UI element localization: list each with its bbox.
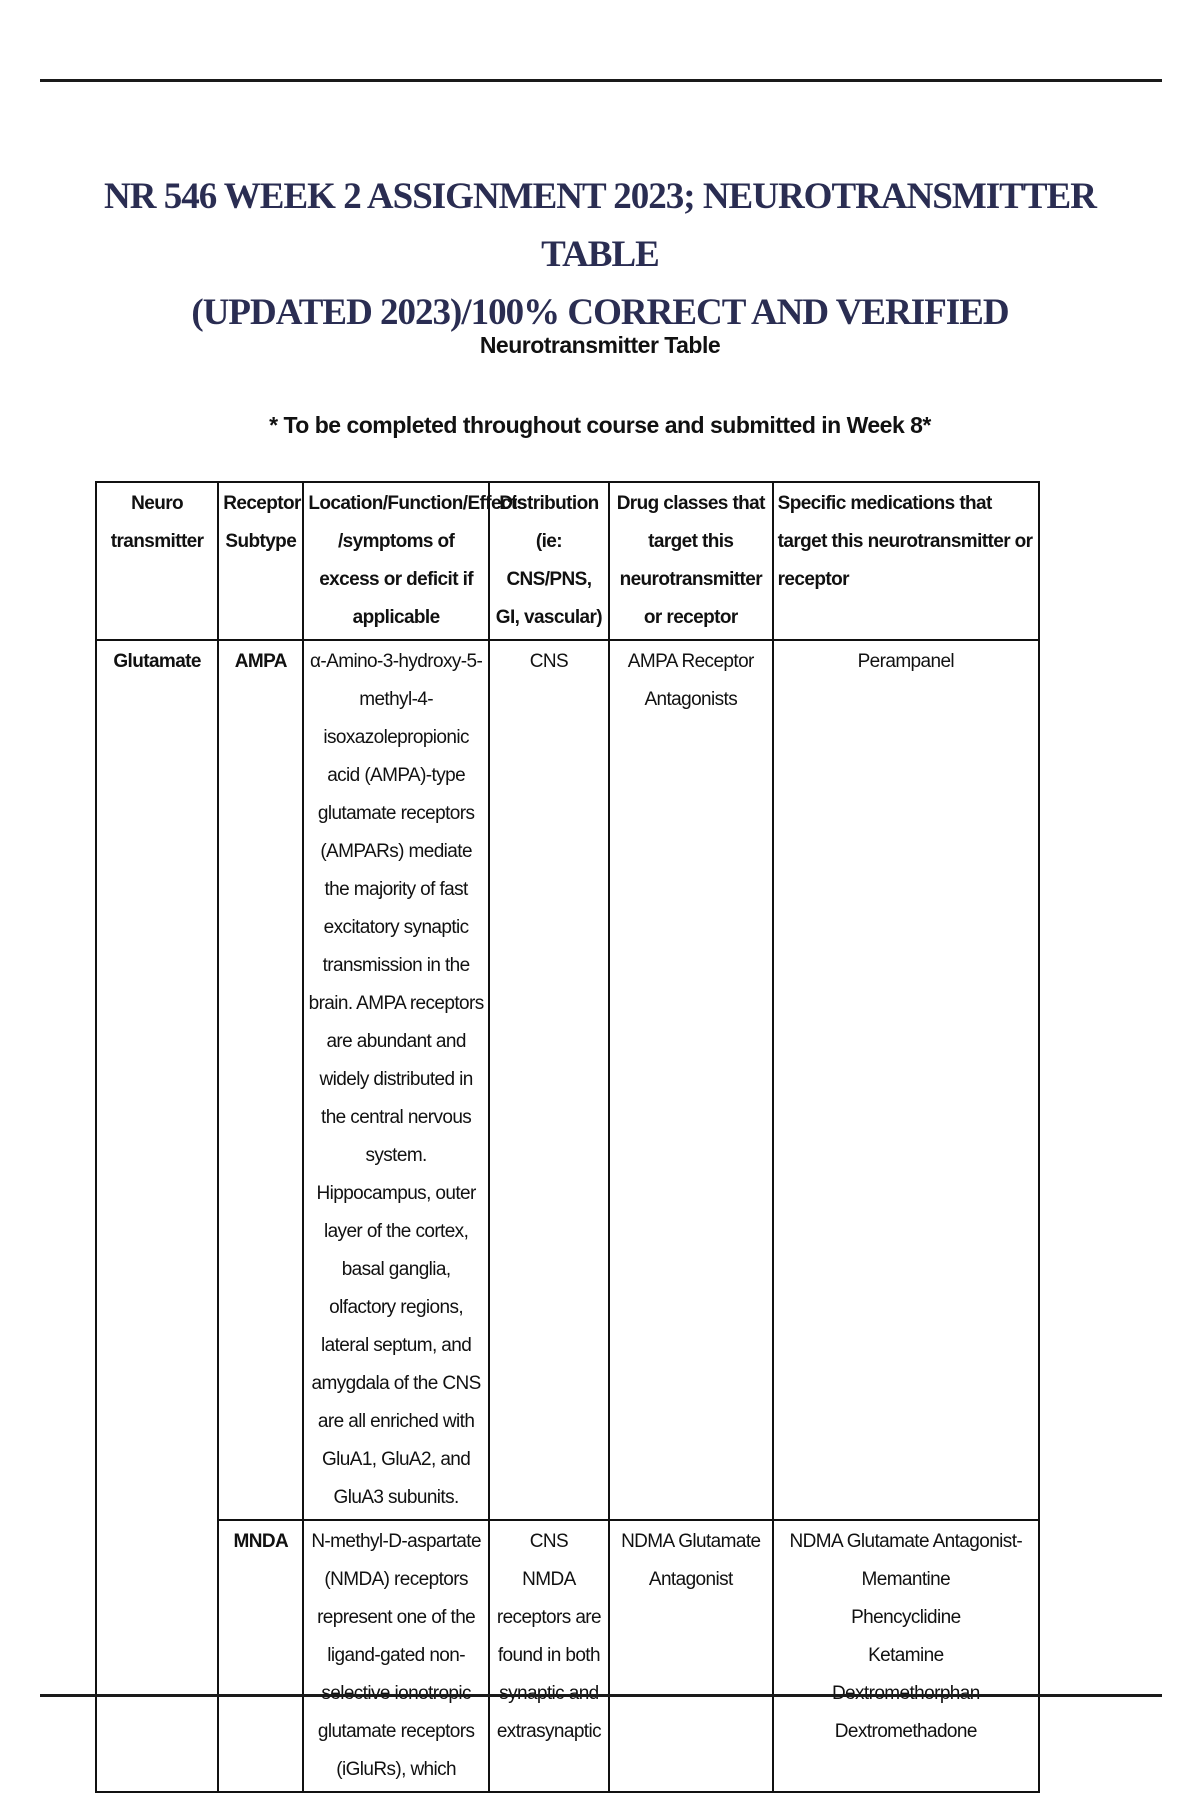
header-distribution: Distribution (ie: CNS/PNS, GI, vascular) — [489, 482, 609, 640]
completion-note: * To be completed throughout course and submitted in Week 8* — [269, 412, 931, 438]
neurotransmitter-cell: Glutamate — [96, 640, 218, 1792]
drug-classes-cell: AMPA Receptor Antagonists — [609, 640, 773, 1520]
top-rule — [40, 79, 1162, 82]
title-line-2: (UPDATED 2023)/100% CORRECT AND VERIFIED — [191, 292, 1009, 333]
medication-item: Ketamine — [868, 1645, 944, 1666]
receptor-subtype-cell: AMPA — [218, 640, 303, 1520]
distribution-line: CNS — [529, 1531, 569, 1552]
medication-item: Memantine — [861, 1569, 951, 1590]
medications-cell: Perampanel — [773, 640, 1039, 1520]
medication-item: Dextromethadone — [834, 1721, 977, 1742]
header-location-function: Location/Function/Effects /symptoms of excess or deficit if applicable — [303, 482, 489, 640]
medications-cell — [773, 1520, 1039, 1792]
drug-classes-cell: NDMA Glutamate Antagonist — [609, 1520, 773, 1792]
bottom-rule — [40, 1694, 1162, 1697]
table-header-row — [96, 482, 1039, 640]
location-function-cell: α-Amino-3-hydroxy-5-methyl-4-isoxazolepropionic acid (AMPA)-type glutamate receptors (AMPARs) mediate the majority of fast excitatory synaptic transmission in the brain. AMPA receptors are abundant and widely distributed in the central nervous system. Hippocampus, outer layer of the cortex, basal ganglia, olfactory regions, lateral septum, and amygdala of the CNS are all enriched with GluA1, GluA2, and GluA3 subunits. — [303, 640, 489, 1520]
title-line-1: NR 546 WEEK 2 ASSIGNMENT 2023; NEUROTRANSMITTER TABLE — [104, 176, 1096, 275]
header-drug-classes: Drug classes that target this neurotransmitter or receptor — [609, 482, 773, 640]
neurotransmitter-table — [95, 481, 1040, 1793]
header-receptor-subtype: Receptor Subtype — [218, 482, 303, 640]
distribution-detail: NMDA receptors are found in both extrasynaptic — [496, 1569, 601, 1742]
table-subtitle: Neurotransmitter Table — [479, 332, 721, 358]
medication-item: NDMA Glutamate Antagonist- — [789, 1531, 1023, 1552]
table-row — [96, 640, 1039, 1520]
distribution-cell — [489, 1520, 609, 1792]
document-title — [100, 168, 1100, 342]
distribution-cell: CNS — [489, 640, 609, 1520]
receptor-subtype-cell: MNDA — [218, 1520, 303, 1792]
header-neurotransmitter: Neuro transmitter — [96, 482, 218, 640]
medication-item: Phencyclidine — [851, 1607, 961, 1628]
location-function-cell: N-methyl-D-aspartate (NMDA) receptors represent one of the ligand-gated non- glutamate receptors (iGluRs), which — [303, 1520, 489, 1792]
table-row — [96, 1520, 1039, 1792]
header-specific-medications: Specific medications that target this neurotransmitter or receptor — [773, 482, 1039, 640]
